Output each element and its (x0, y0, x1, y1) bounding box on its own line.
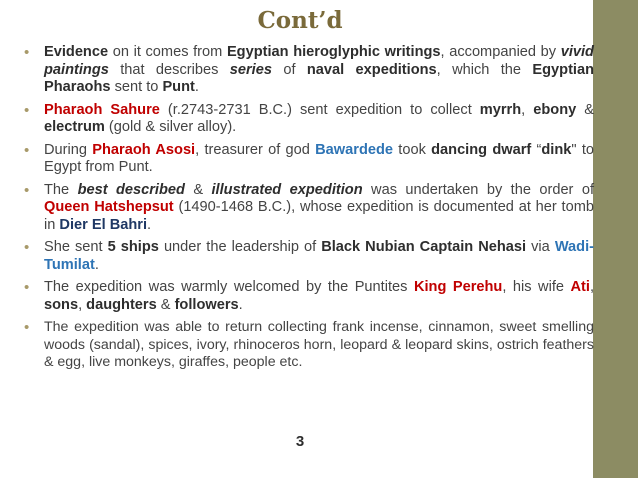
bullet-ships: • She sent 5 ships under the leadership of Black Nubian Captain Nehasi via Wadi-Tumilat. (22, 239, 594, 274)
bullet-welcome: • The expedition was warmly welcomed by the Puntites King Perehu, his wife Ati, sons, daughters & followers. (22, 279, 594, 314)
bullet-hatshepsut: • The best described & illustrated expedition was undertaken by the order of Queen Hatshepsut (1490-1468 B.C.), whose expedition is documented at her tomb in Dier El Bahri. (22, 182, 594, 235)
bullet-sahure: • Pharaoh Sahure (r.2743-2731 B.C.) sent expedition to collect myrrh, ebony & electrum (gold & silver alloy). (22, 102, 594, 137)
bullet-evidence: • Evidence on it comes from Egyptian hieroglyphic writings, accompanied by vivid paintings that describes series of naval expeditions, which the Egyptian Pharaohs sent to Punt. (22, 44, 594, 97)
bullet-return: • The expedition was able to return collecting frank incense, cinnamon, sweet smelling woods (sandal), spices, ivory, rhinoceros horn, leopard & leopard skins, ostrich feathers & egg, live monkeys, giraffes, people etc. (22, 319, 594, 372)
sidebar-decoration (593, 0, 638, 478)
page-number: 3 (295, 433, 305, 450)
bullet-list (22, 44, 594, 377)
slide-title: Cont’d (257, 7, 343, 34)
bullet-asosi: • During Pharaoh Asosi, treasurer of god Bawardede took dancing dwarf “dink" to Egypt from Punt. (22, 142, 594, 177)
